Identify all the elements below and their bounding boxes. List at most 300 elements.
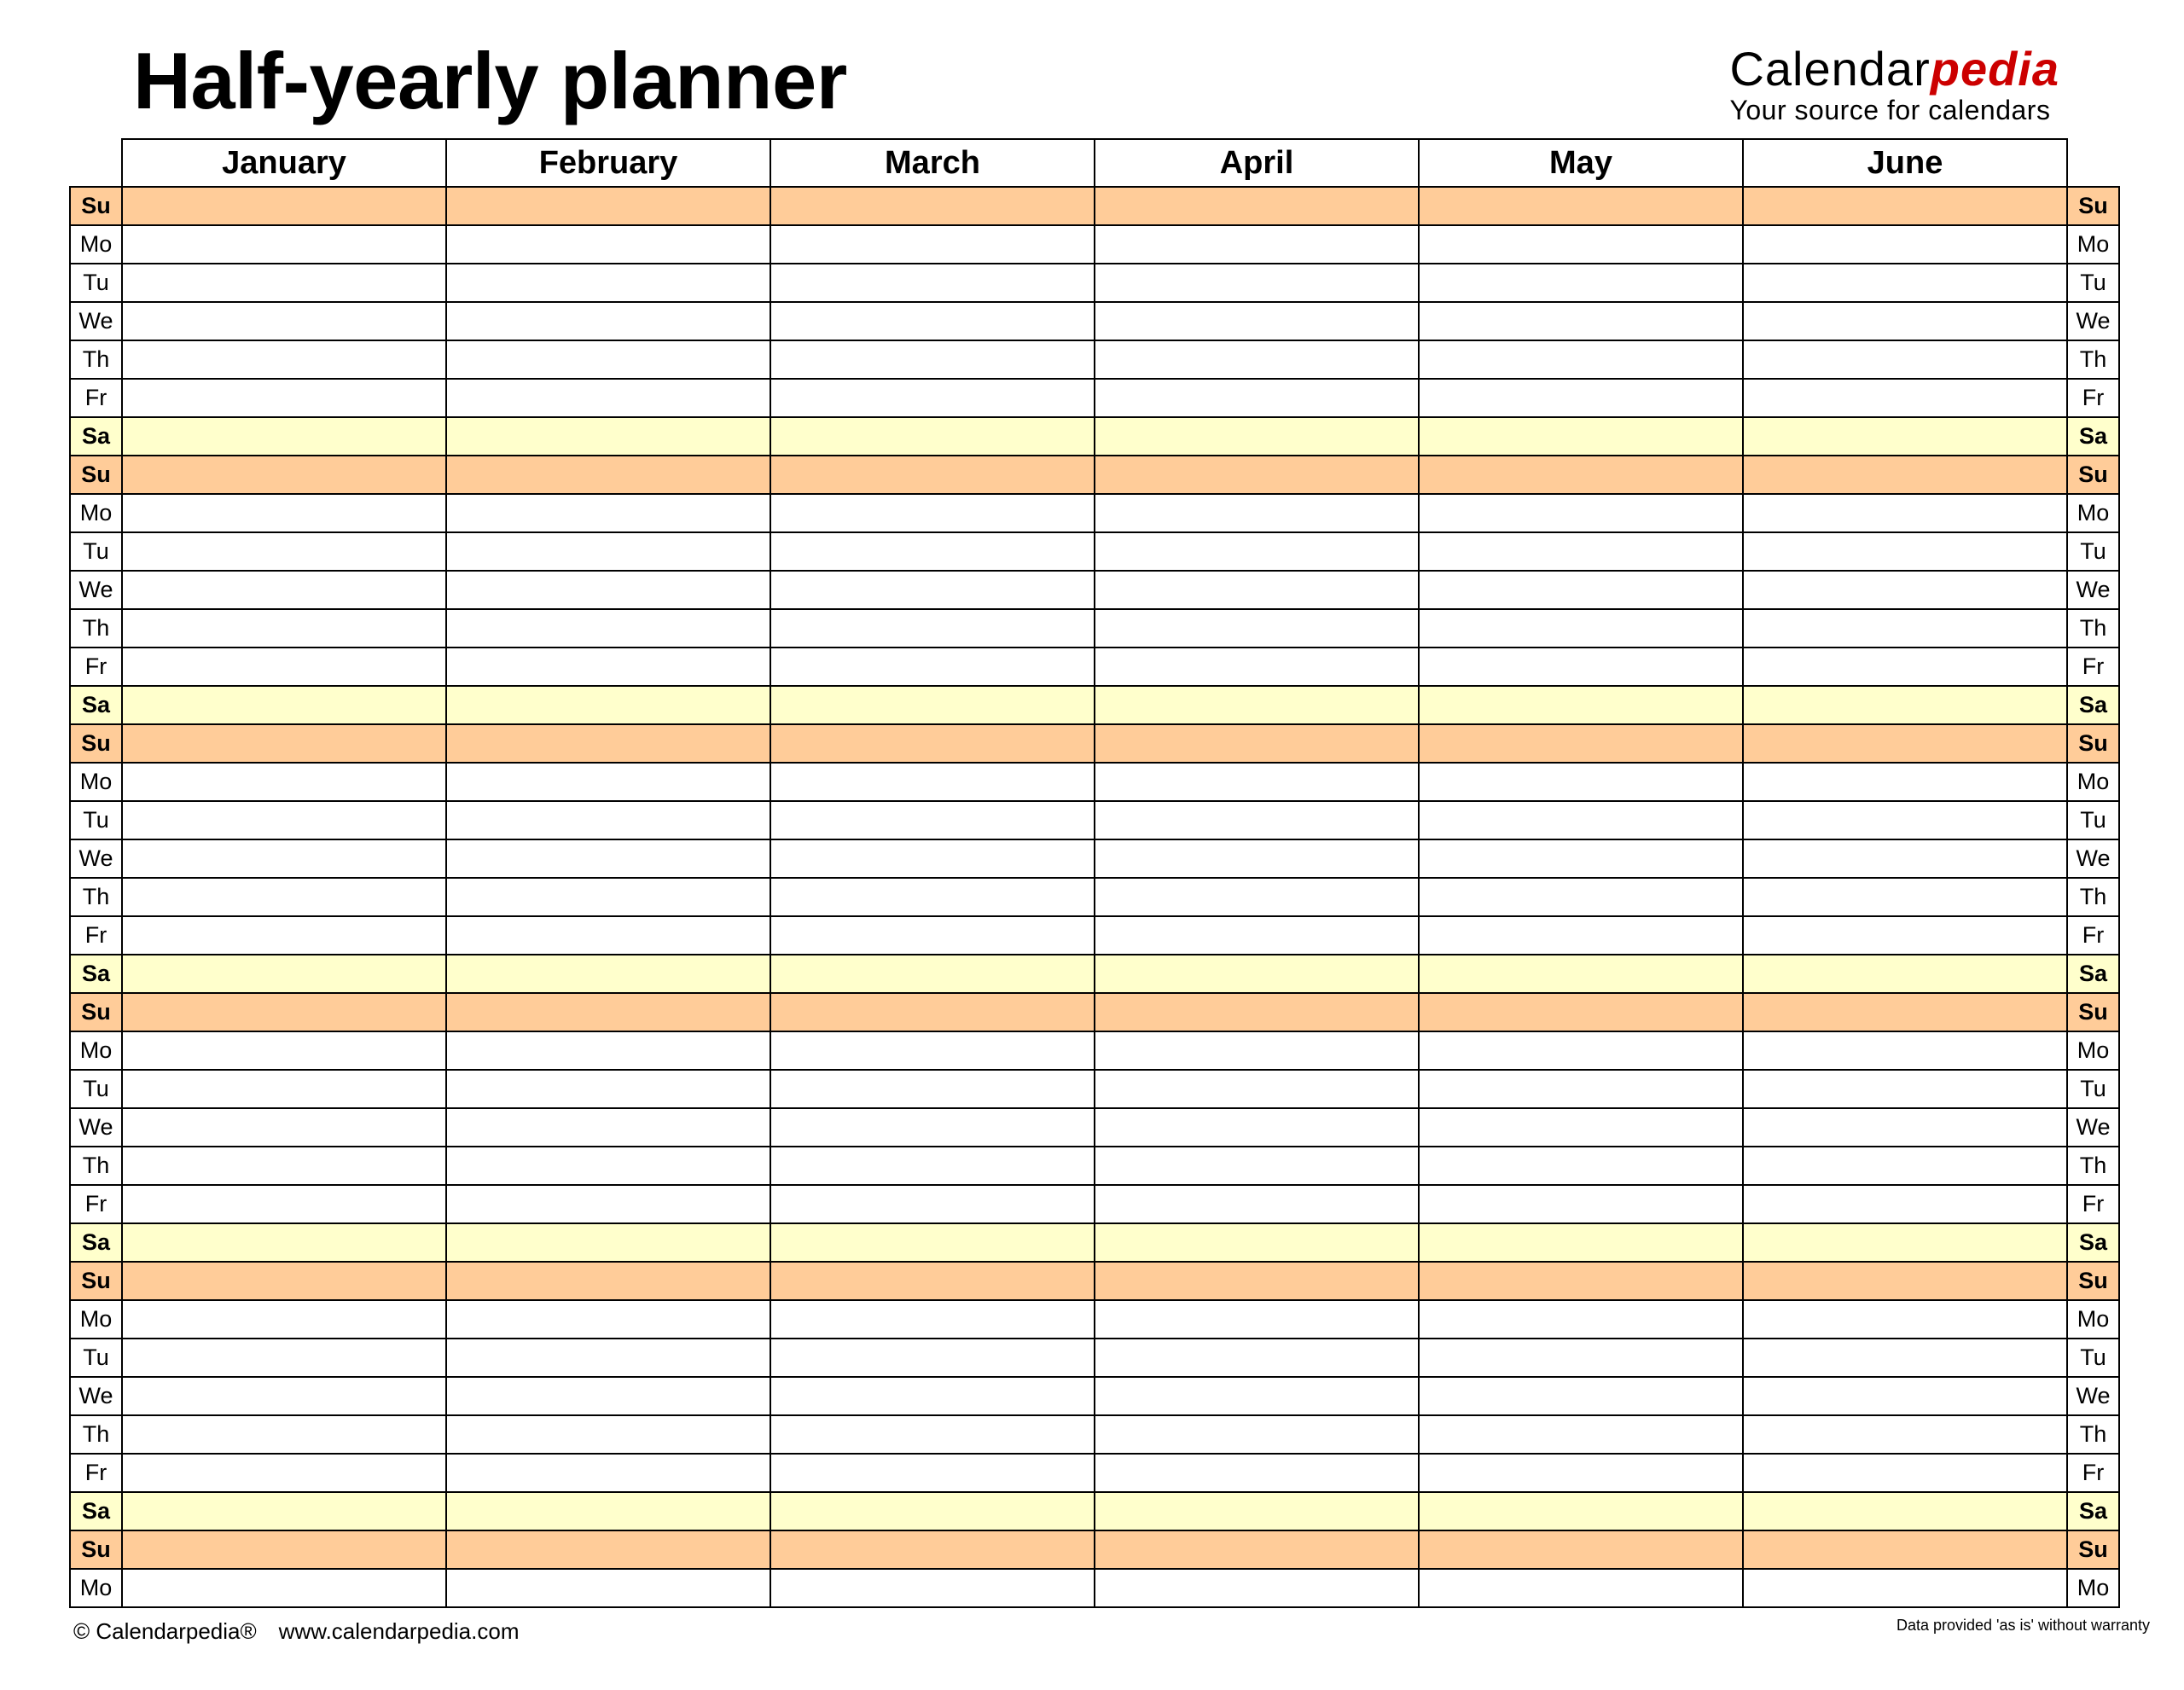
planner-cell-may[interactable] [1419,1108,1743,1147]
planner-cell-february[interactable] [446,648,770,686]
planner-cell-february[interactable] [446,1415,770,1454]
planner-cell-june[interactable] [1743,839,2067,878]
planner-cell-january[interactable] [122,609,446,648]
planner-cell-march[interactable] [770,1147,1095,1185]
planner-cell-february[interactable] [446,264,770,302]
planner-cell-april[interactable] [1095,648,1419,686]
planner-cell-may[interactable] [1419,1147,1743,1185]
planner-cell-march[interactable] [770,724,1095,763]
planner-cell-may[interactable] [1419,1185,1743,1223]
planner-row [70,724,2119,763]
planner-cell-may[interactable] [1419,264,1743,302]
planner-cell-may[interactable] [1419,1415,1743,1454]
planner-cell-february[interactable] [446,340,770,379]
planner-cell-march[interactable] [770,1262,1095,1300]
planner-cell-march[interactable] [770,839,1095,878]
weekday-label-left: Tu [70,1339,122,1377]
planner-cell-march[interactable] [770,1185,1095,1223]
month-header-april: April [1095,139,1419,187]
planner-cell-january[interactable] [122,494,446,532]
planner-cell-january[interactable] [122,1415,446,1454]
planner-cell-april[interactable] [1095,187,1419,225]
planner-row [70,1108,2119,1147]
planner-cell-march[interactable] [770,1223,1095,1262]
planner-cell-may[interactable] [1419,302,1743,340]
planner-cell-february[interactable] [446,456,770,494]
planner-cell-march[interactable] [770,686,1095,724]
planner-cell-march[interactable] [770,494,1095,532]
planner-row [70,801,2119,839]
planner-cell-january[interactable] [122,187,446,225]
planner-cell-march[interactable] [770,609,1095,648]
planner-cell-june[interactable] [1743,1415,2067,1454]
planner-cell-march[interactable] [770,648,1095,686]
weekday-label-left: Fr [70,648,122,686]
planner-cell-january[interactable] [122,801,446,839]
planner-cell-january[interactable] [122,1031,446,1070]
planner-cell-april[interactable] [1095,993,1419,1031]
planner-cell-march[interactable] [770,1415,1095,1454]
planner-cell-february[interactable] [446,839,770,878]
weekday-label-right: We [2067,839,2119,878]
planner-cell-february[interactable] [446,1377,770,1415]
planner-cell-april[interactable] [1095,417,1419,456]
planner-cell-march[interactable] [770,801,1095,839]
planner-cell-june[interactable] [1743,1262,2067,1300]
month-header-row [70,139,2119,187]
weekday-label-left: We [70,1377,122,1415]
planner-cell-june[interactable] [1743,1108,2067,1147]
weekday-label-right: Mo [2067,1569,2119,1607]
planner-cell-june[interactable] [1743,417,2067,456]
planner-cell-february[interactable] [446,1262,770,1300]
planner-cell-march[interactable] [770,1031,1095,1070]
planner-cell-april[interactable] [1095,609,1419,648]
planner-cell-april[interactable] [1095,801,1419,839]
planner-cell-june[interactable] [1743,302,2067,340]
planner-cell-april[interactable] [1095,839,1419,878]
weekday-label-right: Mo [2067,763,2119,801]
planner-row [70,264,2119,302]
planner-cell-may[interactable] [1419,1492,1743,1530]
planner-cell-may[interactable] [1419,993,1743,1031]
header-corner-left [70,139,122,187]
planner-cell-april[interactable] [1095,264,1419,302]
weekday-label-right: Sa [2067,686,2119,724]
planner-cell-may[interactable] [1419,379,1743,417]
planner-cell-march[interactable] [770,993,1095,1031]
planner-cell-january[interactable] [122,648,446,686]
planner-cell-february[interactable] [446,225,770,264]
brand-name [1729,43,2059,96]
planner-cell-march[interactable] [770,1339,1095,1377]
brand-name-main: Calendar [1729,42,1931,96]
weekday-label-right: Fr [2067,1185,2119,1223]
planner-cell-june[interactable] [1743,801,2067,839]
planner-cell-may[interactable] [1419,1569,1743,1607]
planner-cell-february[interactable] [446,1070,770,1108]
planner-cell-january[interactable] [122,1300,446,1339]
planner-cell-june[interactable] [1743,878,2067,916]
planner-cell-april[interactable] [1095,1070,1419,1108]
planner-cell-february[interactable] [446,1185,770,1223]
weekday-label-right: Tu [2067,801,2119,839]
weekday-label-left: Tu [70,264,122,302]
planner-cell-march[interactable] [770,1377,1095,1415]
planner-cell-february[interactable] [446,993,770,1031]
planner-cell-march[interactable] [770,340,1095,379]
planner-cell-january[interactable] [122,1454,446,1492]
planner-cell-april[interactable] [1095,1415,1419,1454]
planner-cell-february[interactable] [446,1300,770,1339]
planner-cell-february[interactable] [446,801,770,839]
planner-cell-april[interactable] [1095,1300,1419,1339]
planner-cell-february[interactable] [446,1492,770,1530]
planner-row [70,1147,2119,1185]
planner-cell-march[interactable] [770,1454,1095,1492]
planner-cell-february[interactable] [446,916,770,955]
planner-cell-april[interactable] [1095,1569,1419,1607]
planner-cell-april[interactable] [1095,1108,1419,1147]
planner-cell-february[interactable] [446,1108,770,1147]
planner-cell-april[interactable] [1095,340,1419,379]
planner-cell-april[interactable] [1095,763,1419,801]
planner-cell-may[interactable] [1419,1300,1743,1339]
planner-cell-june[interactable] [1743,1454,2067,1492]
planner-cell-january[interactable] [122,1339,446,1377]
planner-cell-june[interactable] [1743,1070,2067,1108]
planner-row [70,379,2119,417]
footer-disclaimer: Data provided 'as is' without warranty [1896,1617,2150,1634]
planner-cell-january[interactable] [122,379,446,417]
planner-cell-february[interactable] [446,417,770,456]
planner-cell-january[interactable] [122,724,446,763]
planner-cell-march[interactable] [770,1530,1095,1569]
planner-cell-march[interactable] [770,187,1095,225]
planner-cell-may[interactable] [1419,1377,1743,1415]
planner-cell-january[interactable] [122,1530,446,1569]
planner-cell-may[interactable] [1419,839,1743,878]
planner-cell-march[interactable] [770,1569,1095,1607]
month-header-march: March [770,139,1095,187]
weekday-label-right: Fr [2067,1454,2119,1492]
weekday-label-right: Tu [2067,1339,2119,1377]
planner-cell-june[interactable] [1743,916,2067,955]
planner-cell-january[interactable] [122,571,446,609]
planner-cell-may[interactable] [1419,801,1743,839]
weekday-label-left: Su [70,993,122,1031]
planner-cell-april[interactable] [1095,955,1419,993]
planner-cell-june[interactable] [1743,1300,2067,1339]
weekday-label-right: Sa [2067,417,2119,456]
planner-row [70,1300,2119,1339]
planner-cell-may[interactable] [1419,955,1743,993]
month-header-january: January [122,139,446,187]
planner-cell-january[interactable] [122,1262,446,1300]
planner-cell-june[interactable] [1743,648,2067,686]
weekday-label-right: Sa [2067,1223,2119,1262]
weekday-label-left: Sa [70,686,122,724]
planner-cell-january[interactable] [122,456,446,494]
planner-cell-may[interactable] [1419,609,1743,648]
planner-cell-march[interactable] [770,379,1095,417]
planner-cell-january[interactable] [122,916,446,955]
weekday-label-left: Su [70,724,122,763]
planner-cell-april[interactable] [1095,1454,1419,1492]
weekday-label-left: Su [70,187,122,225]
planner-cell-march[interactable] [770,1108,1095,1147]
planner-cell-april[interactable] [1095,379,1419,417]
planner-cell-january[interactable] [122,878,446,916]
weekday-label-left: Mo [70,225,122,264]
planner-cell-june[interactable] [1743,264,2067,302]
planner-cell-june[interactable] [1743,1377,2067,1415]
planner-cell-february[interactable] [446,1031,770,1070]
planner-cell-february[interactable] [446,571,770,609]
footer-credits [73,1618,519,1645]
planner-cell-april[interactable] [1095,1147,1419,1185]
planner-cell-february[interactable] [446,1147,770,1185]
planner-cell-april[interactable] [1095,456,1419,494]
planner-cell-february[interactable] [446,532,770,571]
planner-cell-may[interactable] [1419,1262,1743,1300]
planner-cell-january[interactable] [122,839,446,878]
planner-cell-april[interactable] [1095,532,1419,571]
weekday-label-right: Mo [2067,1031,2119,1070]
planner-cell-june[interactable] [1743,1339,2067,1377]
weekday-label-left: We [70,302,122,340]
planner-cell-february[interactable] [446,955,770,993]
weekday-label-left: Mo [70,1569,122,1607]
weekday-label-left: Th [70,878,122,916]
planner-cell-may[interactable] [1419,417,1743,456]
planner-cell-june[interactable] [1743,494,2067,532]
planner-cell-june[interactable] [1743,456,2067,494]
planner-row [70,1185,2119,1223]
planner-cell-february[interactable] [446,1339,770,1377]
planner-cell-january[interactable] [122,417,446,456]
planner-cell-april[interactable] [1095,1492,1419,1530]
planner-cell-april[interactable] [1095,1262,1419,1300]
weekday-label-right: We [2067,302,2119,340]
planner-cell-march[interactable] [770,264,1095,302]
planner-cell-january[interactable] [122,1185,446,1223]
planner-cell-january[interactable] [122,763,446,801]
planner-cell-march[interactable] [770,456,1095,494]
planner-cell-april[interactable] [1095,724,1419,763]
planner-cell-june[interactable] [1743,955,2067,993]
planner-cell-april[interactable] [1095,916,1419,955]
planner-cell-april[interactable] [1095,1377,1419,1415]
planner-cell-january[interactable] [122,302,446,340]
weekday-label-left: We [70,1108,122,1147]
planner-cell-january[interactable] [122,1108,446,1147]
planner-cell-march[interactable] [770,1492,1095,1530]
weekday-label-left: Tu [70,532,122,571]
planner-cell-june[interactable] [1743,1223,2067,1262]
planner-row [70,1070,2119,1108]
weekday-label-left: Mo [70,1300,122,1339]
weekday-label-left: Sa [70,1223,122,1262]
planner-cell-april[interactable] [1095,1530,1419,1569]
planner-row [70,302,2119,340]
planner-cell-may[interactable] [1419,878,1743,916]
weekday-label-right: Th [2067,1147,2119,1185]
planner-cell-february[interactable] [446,724,770,763]
planner-cell-january[interactable] [122,1147,446,1185]
planner-cell-february[interactable] [446,302,770,340]
planner-cell-may[interactable] [1419,763,1743,801]
planner-cell-april[interactable] [1095,1223,1419,1262]
planner-cell-april[interactable] [1095,225,1419,264]
planner-cell-april[interactable] [1095,686,1419,724]
planner-cell-january[interactable] [122,1569,446,1607]
planner-row [70,532,2119,571]
weekday-label-left: Mo [70,763,122,801]
planner-cell-february[interactable] [446,379,770,417]
planner-cell-april[interactable] [1095,878,1419,916]
planner-cell-january[interactable] [122,686,446,724]
planner-cell-june[interactable] [1743,609,2067,648]
planner-row [70,993,2119,1031]
planner-row [70,878,2119,916]
planner-cell-june[interactable] [1743,379,2067,417]
planner-cell-march[interactable] [770,878,1095,916]
brand-logo[interactable] [1729,43,2059,125]
planner-cell-may[interactable] [1419,1031,1743,1070]
planner-cell-may[interactable] [1419,456,1743,494]
planner-row [70,1223,2119,1262]
planner-cell-june[interactable] [1743,763,2067,801]
weekday-label-left: Sa [70,417,122,456]
planner-cell-may[interactable] [1419,724,1743,763]
planner-cell-january[interactable] [122,993,446,1031]
planner-cell-june[interactable] [1743,340,2067,379]
planner-cell-february[interactable] [446,494,770,532]
weekday-label-left: We [70,571,122,609]
planner-row [70,1415,2119,1454]
planner-cell-may[interactable] [1419,187,1743,225]
weekday-label-left: Sa [70,955,122,993]
planner-cell-may[interactable] [1419,1223,1743,1262]
planner-cell-march[interactable] [770,1070,1095,1108]
planner-cell-march[interactable] [770,1300,1095,1339]
planner-cell-june[interactable] [1743,1492,2067,1530]
planner-cell-january[interactable] [122,1223,446,1262]
weekday-label-right: Su [2067,1530,2119,1569]
planner-cell-april[interactable] [1095,1031,1419,1070]
planner-cell-march[interactable] [770,955,1095,993]
planner-row [70,1377,2119,1415]
planner-row [70,494,2119,532]
planner-cell-june[interactable] [1743,1185,2067,1223]
planner-cell-march[interactable] [770,763,1095,801]
planner-cell-april[interactable] [1095,1339,1419,1377]
planner-cell-may[interactable] [1419,648,1743,686]
planner-cell-january[interactable] [122,340,446,379]
planner-cell-may[interactable] [1419,532,1743,571]
planner-cell-january[interactable] [122,225,446,264]
planner-cell-may[interactable] [1419,1070,1743,1108]
planner-cell-april[interactable] [1095,1185,1419,1223]
planner-cell-february[interactable] [446,686,770,724]
weekday-label-right: Fr [2067,648,2119,686]
planner-cell-may[interactable] [1419,1530,1743,1569]
planner-cell-june[interactable] [1743,1569,2067,1607]
planner-cell-january[interactable] [122,532,446,571]
weekday-label-left: Th [70,1147,122,1185]
planner-cell-april[interactable] [1095,571,1419,609]
planner-cell-march[interactable] [770,916,1095,955]
planner-cell-april[interactable] [1095,302,1419,340]
weekday-label-right: Sa [2067,955,2119,993]
planner-cell-february[interactable] [446,187,770,225]
planner-cell-january[interactable] [122,1070,446,1108]
brand-tagline: Your source for calendars [1729,95,2051,125]
weekday-label-left: Mo [70,1031,122,1070]
planner-cell-january[interactable] [122,955,446,993]
planner-cell-february[interactable] [446,1530,770,1569]
planner-cell-march[interactable] [770,571,1095,609]
planner-row [70,1492,2119,1530]
planner-cell-february[interactable] [446,1569,770,1607]
planner-cell-may[interactable] [1419,1454,1743,1492]
planner-cell-may[interactable] [1419,494,1743,532]
planner-row [70,187,2119,225]
planner-cell-june[interactable] [1743,1147,2067,1185]
planner-cell-june[interactable] [1743,187,2067,225]
planner-cell-may[interactable] [1419,1339,1743,1377]
planner-cell-may[interactable] [1419,340,1743,379]
planner-cell-february[interactable] [446,1223,770,1262]
planner-cell-june[interactable] [1743,1031,2067,1070]
planner-cell-june[interactable] [1743,993,2067,1031]
planner-cell-june[interactable] [1743,724,2067,763]
planner-cell-february[interactable] [446,609,770,648]
weekday-label-left: Fr [70,1185,122,1223]
planner-cell-june[interactable] [1743,686,2067,724]
planner-cell-june[interactable] [1743,571,2067,609]
weekday-label-right: Su [2067,456,2119,494]
planner-cell-may[interactable] [1419,571,1743,609]
planner-cell-march[interactable] [770,417,1095,456]
planner-cell-march[interactable] [770,302,1095,340]
planner-cell-february[interactable] [446,763,770,801]
header-corner-right [2067,139,2119,187]
footer-website-link[interactable]: www.calendarpedia.com [278,1618,520,1644]
planner-cell-may[interactable] [1419,225,1743,264]
weekday-label-right: Mo [2067,494,2119,532]
planner-cell-january[interactable] [122,1492,446,1530]
planner-cell-june[interactable] [1743,225,2067,264]
weekday-label-right: We [2067,1377,2119,1415]
brand-name-accent: pedia [1930,42,2059,96]
planner-cell-may[interactable] [1419,686,1743,724]
planner-cell-may[interactable] [1419,916,1743,955]
planner-cell-march[interactable] [770,532,1095,571]
planner-cell-june[interactable] [1743,1530,2067,1569]
weekday-label-right: Su [2067,724,2119,763]
planner-cell-june[interactable] [1743,532,2067,571]
planner-cell-january[interactable] [122,1377,446,1415]
planner-cell-february[interactable] [446,878,770,916]
planner-cell-april[interactable] [1095,494,1419,532]
planner-cell-january[interactable] [122,264,446,302]
weekday-label-right: We [2067,571,2119,609]
planner-cell-february[interactable] [446,1454,770,1492]
planner-row [70,417,2119,456]
planner-cell-march[interactable] [770,225,1095,264]
